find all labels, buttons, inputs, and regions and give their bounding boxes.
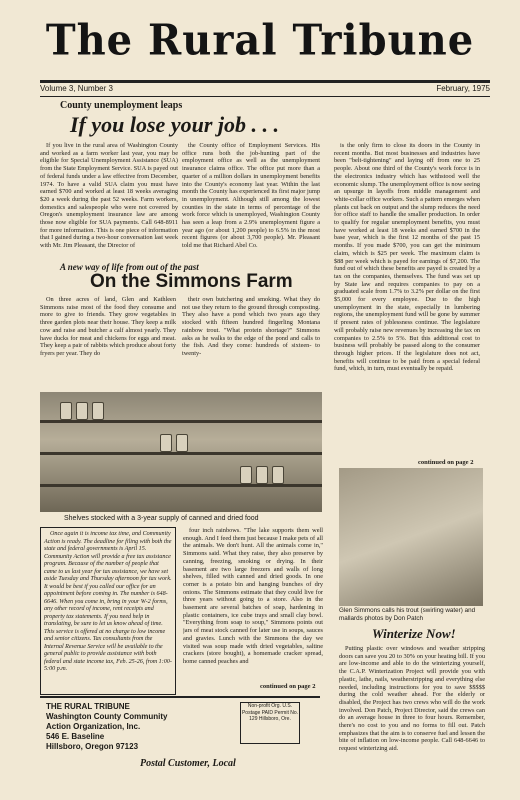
lead-text-3: is the only firm to close its doors in the County in recent months. But most businesses and industries have been "belt-tightening" and laying off from one to 25 people. About one third of the County's work force is in the electronics industry which has withstood well the economic slump. The unemployment office is now seeing an upsurge in layoffs from middle management and white-collar office workers. Such a pattern emerges when plants cut back on output and the slump reduces the need for office staff to handle the smaller production. In order to qualify for regular unemployment benefits, you must have worked at least 18 weeks and earned $700 in the base year, which is the first 12 months of the past 15 months. If you made $700, you can get the minimum claim, which is $25 per week. The maximum claim is $88 per week which is payed for earnings of $7,200. The fund out of which these benefits are payed is created by a tax on the companies, themselves. The fund was set up by State law and requires companies to pay on a graduated scale from 1.7% to 3.2% per dollar on the first $5,000 for every employee. Due to the high unemployment in the state, especially in lumbering regions, the unemployment fund will be gone by summer if present rates of joblessness continue. The legislature will probably raise new revenues by increasing the tax on companies to 2.5% to 5%. But this additional cost to business will probably be passed along to the consumer through higher prices. If the legislature does not act, benefits will continue to be paid from a special federal fund, which, in turn, must eventually be repaid. — [334, 142, 480, 373]
winterize-column — [339, 645, 485, 795]
jar — [92, 402, 104, 420]
masthead-title: The Rural Tribune — [45, 15, 475, 66]
shelf — [40, 452, 322, 455]
lead-continued: continued on page 2 — [418, 459, 474, 466]
pond-photo — [339, 468, 483, 606]
lead-text-1: If you live in the rural area of Washington County and worked as a farm worker last year, you may be eligible for Special Unemployment Assistance (SUA) from the State Employment Service. SUA is payed out of federal funds under a law effective from December, 1974. To have a valid SUA claim you must have earned $700 and worked at least 18 weeks averaging $20 a week during the past 52 weeks. Farm workers, domestics and salespeople who were not covered by Oregon's unemployment insurance law are among those now eligible for SUA payments. Call 648-8911 for more information. This is one piece of information that I gained during a two-hour conversation last week with Mr. Jim Pleasant, the Director of — [40, 142, 178, 250]
mailer-line: Action Organization, Inc. — [46, 722, 141, 731]
lead-column-2 — [182, 142, 320, 262]
shelf — [40, 420, 322, 423]
farm-column-2 — [182, 296, 320, 392]
farm-text-2: their own butchering and smoking. What they do not use they return to the ground through composting. They also have a pond which two years ago they stocked with fifteen hundred fingerling Montana rainbow trout. "What protein shortage?" Simmons asks as he walks to the edge of the pond and calls to the fish. And they come: hundreds of sixteen- to twenty- — [182, 296, 320, 357]
farm-column-3 — [183, 527, 323, 695]
shelf — [40, 484, 322, 487]
mailer-line: Hillsboro, Oregon 97123 — [46, 742, 139, 751]
winterize-headline: Winterize Now! — [372, 626, 456, 641]
lead-column-3 — [334, 142, 480, 464]
jar — [272, 466, 284, 484]
lead-text-2: the County office of Employment Services. His office runs both the job-hunting part of the employment office as well as the unemployment insurance claims office. The office put more than a quarter of a million dollars in unemployment benefits into the County's economy last year. Within the last month the County has experienced its first major jump in unemployment. Although still among the lowest counties in the state in terms of percentage of the work force which is unemployed, Washington County has seen a leap from a 2.9% unemployment figure a year ago (or about 1,200 people) to 6.5% in the most recent figures (or about 3,700 people). Mr. Pleasant told me that Richard Abel Co. — [182, 142, 320, 250]
farm-headline: On the Simmons Farm — [90, 271, 293, 292]
lead-column-1 — [40, 142, 178, 262]
masthead-rule — [40, 80, 490, 83]
mailing-address — [46, 702, 167, 752]
jar — [60, 402, 72, 420]
winterize-text: Putting plastic over windows and weather stripping doors can save you 20 to 30% on your heating bill. If you are low-income and able to do the winterizing yourself, the C.A.P. Winterization Project will provide you with plastic, lathe, nails, weatherstripping and everything else needed, including instructions for you to save $$$$$ during the cold weather ahead. For the elderly or disabled, the Project has two crews who will do the work involved. Don Patch, Project Director, said the crews can do an average house in three to four hours. Remember, there's no cost to you and no forms to fill out. Patch emphasizes that the aim is to conserve fuel and lessen the bite of inflation on low-income people. Call 648-6646 to request winterizing aid. — [339, 645, 485, 753]
jar — [240, 466, 252, 484]
tax-assistance-box — [40, 527, 176, 695]
mailer-title: THE RURAL TRIBUNE — [46, 702, 130, 711]
issue-rule — [40, 96, 490, 97]
jar — [76, 402, 88, 420]
volume-number: Volume 3, Number 3 — [40, 84, 113, 93]
mailing-block — [40, 696, 320, 798]
tax-box-text: Once again it is income tax time, and Community Action is ready. The deadline for filing with both the state and federal governments is April 15. Community Action will provide a free tax assistance program. Because of the number of people that came to us last year for tax assistance, we have set aside Tuesday and Thursday afternoon for tax work. It would be best if you called our office for an appointment before coming in. The number is 648-6646. When you come in, bring in your W-2 forms, any other record of income, rent receipts and property tax statements. If you need help in translating, be sure to let us know ahead of time. This service is offered at no charge to low income and senior citizens. Tax consultants from the Internal Revenue Service will be available to the general public to provide assistance with both federal and state income tax, Feb. 25-26, from 1:00-5:00 p.m. — [44, 531, 172, 672]
lead-headline: If you lose your job . . . — [70, 112, 279, 137]
pond-caption: Glen Simmons calls his trout (swirling water) and mallards photos by Don Patch — [339, 607, 476, 622]
issue-date: February, 1975 — [436, 84, 490, 93]
lead-kicker: County unemployment leaps — [60, 100, 183, 111]
shelves-photo — [40, 392, 322, 512]
postal-customer: Postal Customer, Local — [140, 758, 236, 769]
jar — [176, 434, 188, 452]
farm-text-1: On three acres of land, Glen and Kathleen Simmons raise most of the food they consume and more to give to friends. They grow vegetables in three garden plots near their house. They keep a milk cow and raise and butcher a calf almost yearly. They have ducks for meat and chickens for eggs and meat. They keep a pair of rabbits which produce about forty fryers per year. They do — [40, 296, 176, 357]
mailer-line: 546 E. Baseline — [46, 732, 105, 741]
farm-subheadline: A new way of life from out of the past — [60, 262, 199, 272]
jar — [160, 434, 172, 452]
farm-text-3: four inch rainbows. "The lake supports them well enough. And I feed them just because I make pets of all the animals. We don't hunt. All the animals come in," Simmons said. What they raise, they also preserve by canning, freezing, smoking or drying. In their basement are two large freezers and walls of long shelves, filled with canned and dried goods. In one corner is a potato bin and hanging bunches of dry onions. The Simmons estimate that they could live for three years without going to a store. Also in the basement are several batches of soap, hardening in plastic containers, ice cube trays and small clay bowl. "Everything from soap to soup," Simmons points out jars of meat stock canned for later use in soups, sauces and gravies. Lunch with the Simmons the day we visited was soup made with dried vegetables, saltine crackers (store bought), a homemade cracker spread, home canned peaches and — [183, 527, 323, 665]
mailer-line: Washington County Community — [46, 712, 168, 721]
shelves-caption: Shelves stocked with a 3-year supply of canned and dried food — [64, 515, 259, 522]
issue-line — [40, 84, 490, 96]
postage-stamp: Non-profit Org. U.S. Postage PAID Permit No. 129 Hillsboro, Ore. — [240, 702, 300, 744]
farm-continued: continued on page 2 — [260, 683, 316, 690]
farm-column-1 — [40, 296, 176, 392]
jar — [256, 466, 268, 484]
